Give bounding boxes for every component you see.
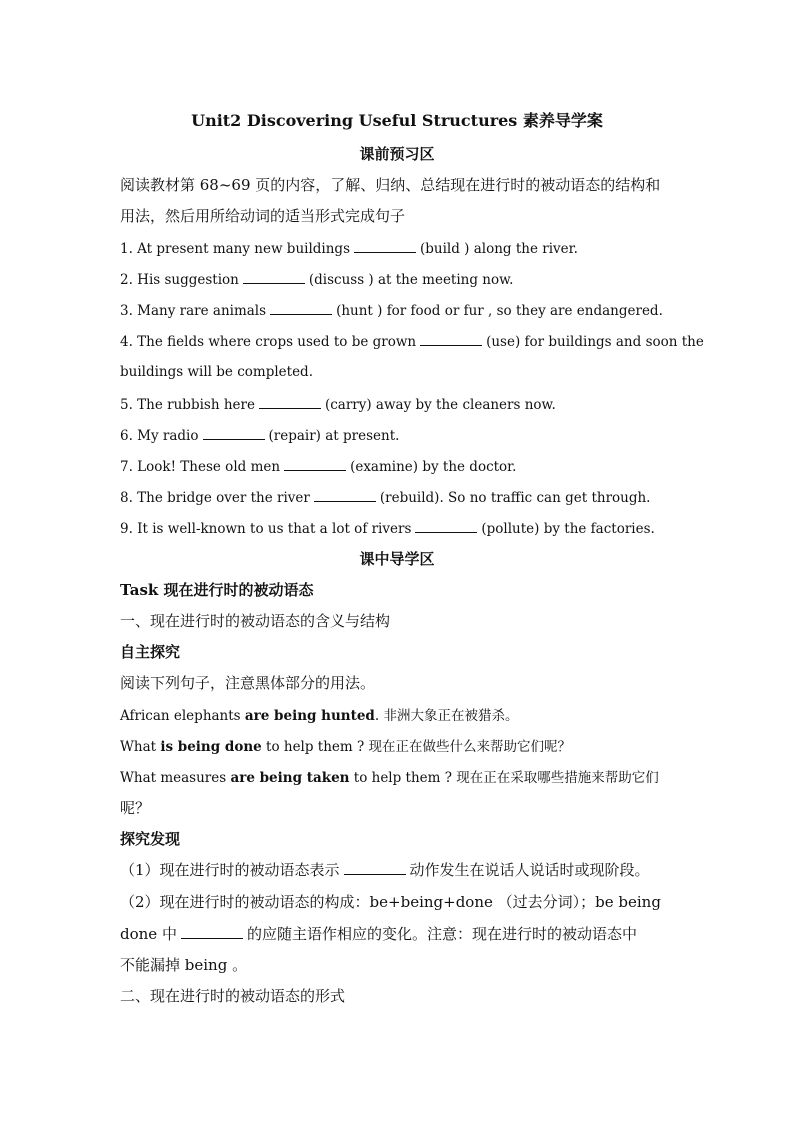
question-3 bbox=[120, 300, 675, 321]
q5-text: 5. The rubbish here bbox=[120, 397, 255, 413]
point-2-continued bbox=[120, 924, 675, 944]
ex2-text: What bbox=[120, 739, 161, 755]
answer-blank[interactable] bbox=[415, 518, 477, 533]
example-2 bbox=[120, 737, 675, 757]
ex3-bold: are being taken bbox=[230, 770, 350, 786]
answer-blank[interactable] bbox=[420, 331, 482, 346]
ex2-bold: is being done bbox=[160, 739, 262, 755]
answer-blank[interactable] bbox=[203, 425, 265, 440]
q3-text: 3. Many rare animals bbox=[120, 303, 267, 319]
q9-hint: (pollute) by the factories. bbox=[481, 521, 655, 537]
point-2: （2）现在进行时的被动语态的构成：be+being+done （过去分词）；be being bbox=[120, 893, 661, 911]
q7-text: 7. Look! These old men bbox=[120, 459, 281, 475]
answer-blank[interactable] bbox=[284, 456, 346, 471]
q4-hint: (use) for buildings and soon the bbox=[486, 334, 704, 350]
answer-blank[interactable] bbox=[344, 860, 406, 875]
point-2-note: 不能漏掉 being 。 bbox=[120, 956, 248, 974]
point1-rest: 动作发生在说话人说话时或现阶段。 bbox=[409, 861, 650, 879]
answer-blank[interactable] bbox=[181, 924, 243, 939]
task-heading: Task 现在进行时的被动语态 bbox=[120, 581, 314, 599]
q8-text: 8. The bridge over the river bbox=[120, 490, 310, 506]
example-1 bbox=[120, 706, 675, 726]
question-9 bbox=[120, 518, 675, 539]
intro-line-1: 阅读教材第 68~69 页的内容，了解、归纳、总结现在进行时的被动语态的结构和 bbox=[120, 176, 661, 194]
guided-heading: 课中导学区 bbox=[359, 550, 435, 568]
q3-hint: (hunt ) for food or fur , so they are endangered. bbox=[336, 303, 663, 319]
question-7 bbox=[120, 456, 675, 477]
example-3 bbox=[120, 768, 675, 788]
q1-hint: (build ) along the river. bbox=[420, 241, 578, 257]
example-3-continued: 呢？ bbox=[120, 799, 151, 817]
discovery-heading: 探究发现 bbox=[120, 830, 181, 848]
q9-text: 9. It is well-known to us that a lot of rivers bbox=[120, 521, 412, 537]
point1-text: （1）现在进行时的被动语态表示 bbox=[120, 861, 340, 879]
ex1-text: African elephants bbox=[120, 708, 245, 724]
ex3-translation: to help them ? 现在正在采取哪些措施来帮助它们 bbox=[349, 770, 659, 786]
q4-text: 4. The fields where crops used to be grown bbox=[120, 334, 417, 350]
question-4 bbox=[120, 331, 704, 352]
question-6 bbox=[120, 425, 675, 446]
answer-blank[interactable] bbox=[314, 487, 376, 502]
point-1 bbox=[120, 860, 675, 880]
ex1-translation: . 非洲大象正在被猎杀。 bbox=[374, 708, 519, 724]
answer-blank[interactable] bbox=[259, 394, 321, 409]
point2b-rest: 的应随主语作相应的变化。注意：现在进行时的被动语态中 bbox=[246, 925, 637, 943]
q2-text: 2. His suggestion bbox=[120, 272, 239, 288]
instruction-text: 阅读下列句子，注意黑体部分的用法。 bbox=[120, 674, 376, 692]
q7-hint: (examine) by the doctor. bbox=[350, 459, 517, 475]
question-4-continued: buildings will be completed. bbox=[120, 364, 313, 380]
q6-hint: (repair) at present. bbox=[268, 428, 400, 444]
question-2 bbox=[120, 269, 675, 290]
question-1 bbox=[120, 238, 675, 259]
answer-blank[interactable] bbox=[243, 269, 305, 284]
q6-text: 6. My radio bbox=[120, 428, 199, 444]
part-one-heading: 一、现在进行时的被动语态的含义与结构 bbox=[120, 612, 391, 630]
answer-blank[interactable] bbox=[354, 238, 416, 253]
answer-blank[interactable] bbox=[270, 300, 332, 315]
q8-hint: (rebuild). So no traffic can get through. bbox=[379, 490, 651, 506]
intro-line-2: 用法，然后用所给动词的适当形式完成句子 bbox=[120, 207, 406, 225]
ex3-text: What measures bbox=[120, 770, 231, 786]
ex2-translation: to help them ? 现在正在做些什么来帮助它们呢？ bbox=[261, 739, 572, 755]
page-title: Unit2 Discovering Useful Structures 素养导学案 bbox=[191, 111, 603, 130]
q2-hint: (discuss ) at the meeting now. bbox=[308, 272, 514, 288]
question-8 bbox=[120, 487, 675, 508]
q1-text: 1. At present many new buildings bbox=[120, 241, 351, 257]
question-5 bbox=[120, 394, 675, 415]
q5-hint: (carry) away by the cleaners now. bbox=[324, 397, 556, 413]
part-two-heading: 二、现在进行时的被动语态的形式 bbox=[120, 987, 346, 1005]
ex1-bold: are being hunted bbox=[244, 708, 375, 724]
self-explore-heading: 自主探究 bbox=[120, 643, 181, 661]
preview-heading: 课前预习区 bbox=[359, 145, 435, 163]
point2b-text: done 中 bbox=[120, 925, 177, 943]
